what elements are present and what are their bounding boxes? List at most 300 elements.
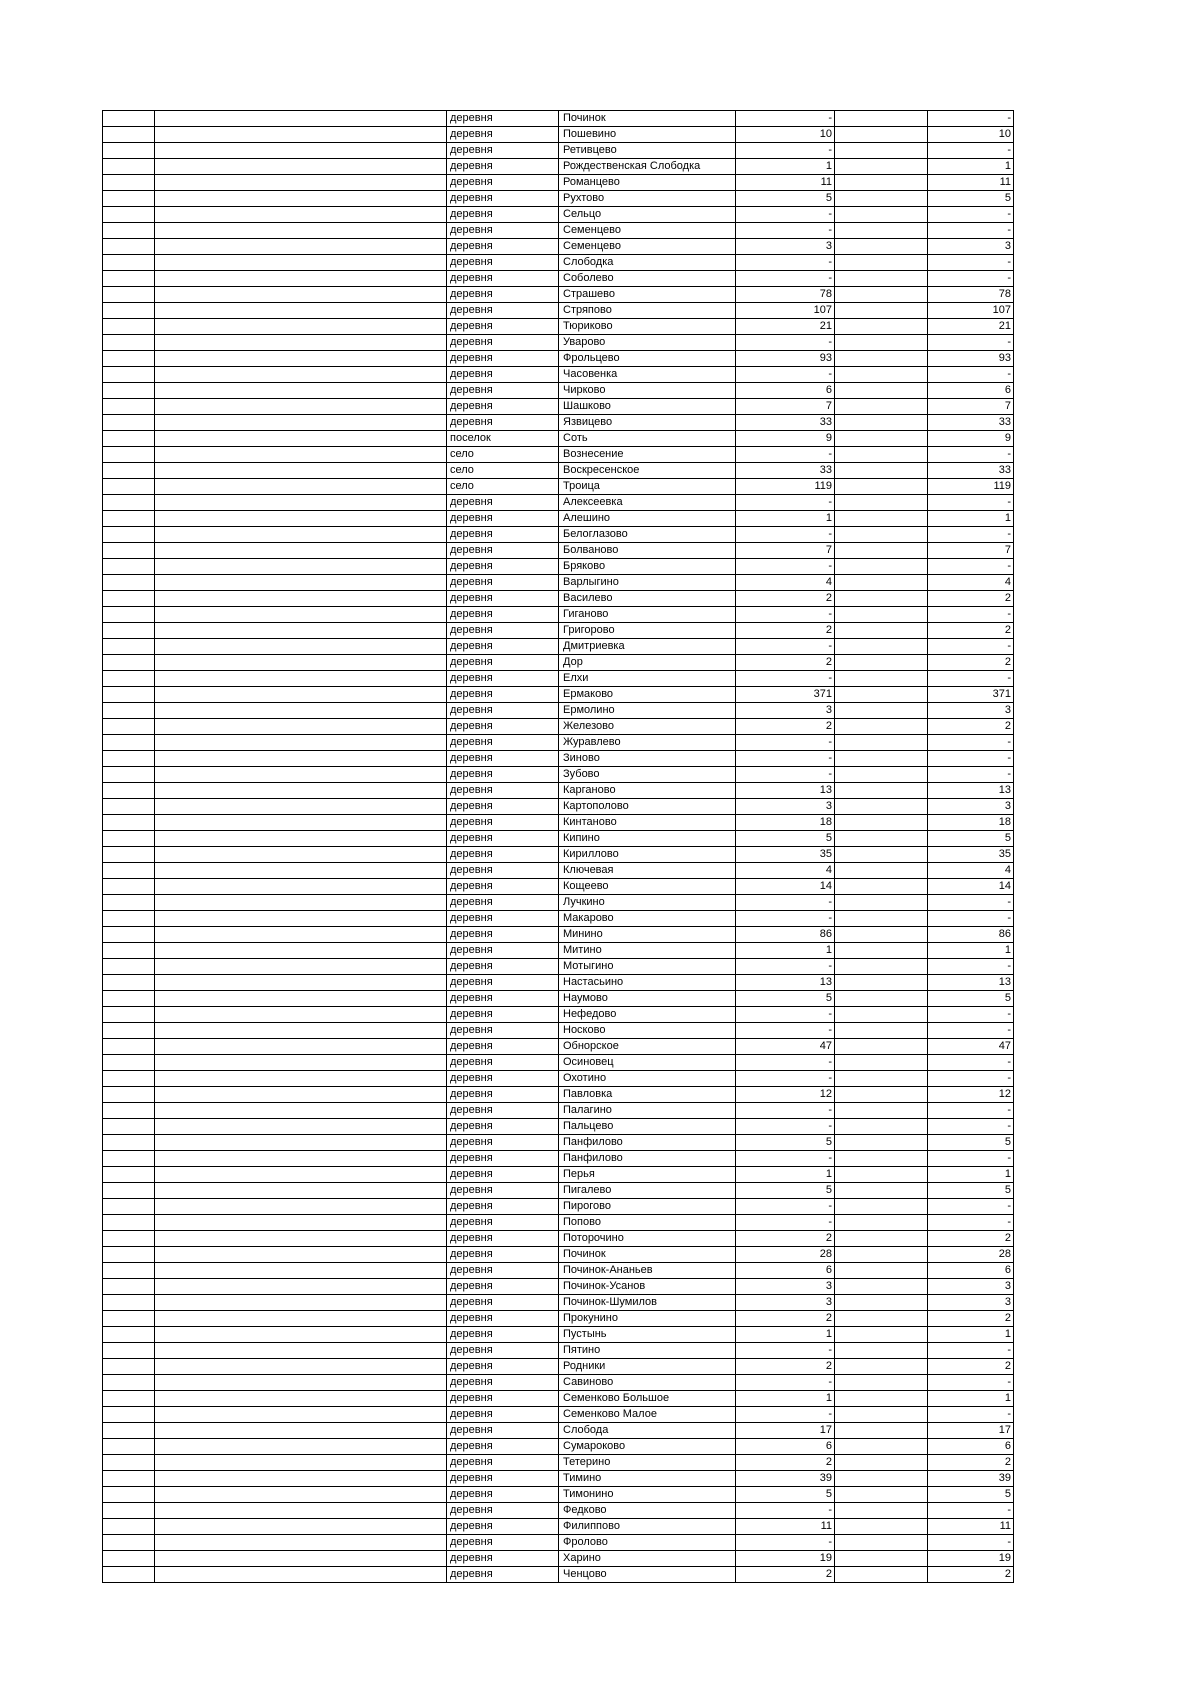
empty-cell: [103, 1263, 155, 1279]
settlement-type-cell: деревня: [447, 319, 559, 335]
total-cell: 2: [928, 1231, 1014, 1247]
empty-cell: [155, 543, 447, 559]
table-row: [103, 719, 1014, 735]
settlement-name-cell: Семенково Малое: [559, 1407, 736, 1423]
count-cell: 11: [736, 175, 835, 191]
empty-cell: [103, 799, 155, 815]
settlement-name-cell: Тимонино: [559, 1487, 736, 1503]
settlement-name-cell: Обнорское: [559, 1039, 736, 1055]
empty-cell: [103, 223, 155, 239]
settlement-type-cell: деревня: [447, 959, 559, 975]
settlement-name-cell: Кипино: [559, 831, 736, 847]
count-cell: 18: [736, 815, 835, 831]
table-row: [103, 543, 1014, 559]
settlement-type-cell: деревня: [447, 271, 559, 287]
count-cell: 2: [736, 1359, 835, 1375]
settlement-type-cell: деревня: [447, 495, 559, 511]
total-cell: 119: [928, 479, 1014, 495]
total-cell: -: [928, 671, 1014, 687]
total-cell: 9: [928, 431, 1014, 447]
settlement-type-cell: деревня: [447, 1343, 559, 1359]
count-cell: -: [736, 223, 835, 239]
empty-cell: [155, 335, 447, 351]
empty-cell: [835, 1263, 928, 1279]
settlement-type-cell: деревня: [447, 1199, 559, 1215]
table-row: [103, 1327, 1014, 1343]
table-row: [103, 1247, 1014, 1263]
total-cell: -: [928, 207, 1014, 223]
empty-cell: [155, 847, 447, 863]
count-cell: -: [736, 367, 835, 383]
empty-cell: [835, 303, 928, 319]
empty-cell: [155, 1071, 447, 1087]
empty-cell: [155, 223, 447, 239]
table-row: [103, 1279, 1014, 1295]
settlement-name-cell: Прокунино: [559, 1311, 736, 1327]
settlement-type-cell: деревня: [447, 895, 559, 911]
empty-cell: [155, 639, 447, 655]
count-cell: 2: [736, 655, 835, 671]
settlement-type-cell: деревня: [447, 847, 559, 863]
settlement-name-cell: Воскресенское: [559, 463, 736, 479]
empty-cell: [155, 111, 447, 127]
total-cell: -: [928, 607, 1014, 623]
total-cell: 5: [928, 1183, 1014, 1199]
total-cell: 1: [928, 511, 1014, 527]
table-row: [103, 351, 1014, 367]
empty-cell: [155, 1455, 447, 1471]
empty-cell: [103, 735, 155, 751]
count-cell: -: [736, 1375, 835, 1391]
empty-cell: [103, 1183, 155, 1199]
empty-cell: [103, 1295, 155, 1311]
settlement-type-cell: деревня: [447, 367, 559, 383]
settlement-name-cell: Зубово: [559, 767, 736, 783]
empty-cell: [103, 415, 155, 431]
empty-cell: [103, 783, 155, 799]
settlement-type-cell: деревня: [447, 1295, 559, 1311]
total-cell: -: [928, 255, 1014, 271]
count-cell: 2: [736, 719, 835, 735]
count-cell: -: [736, 1535, 835, 1551]
total-cell: -: [928, 639, 1014, 655]
total-cell: -: [928, 1151, 1014, 1167]
empty-cell: [835, 943, 928, 959]
settlement-type-cell: деревня: [447, 559, 559, 575]
settlement-name-cell: Починок-Шумилов: [559, 1295, 736, 1311]
settlement-name-cell: Карганово: [559, 783, 736, 799]
total-cell: 5: [928, 191, 1014, 207]
empty-cell: [103, 831, 155, 847]
empty-cell: [103, 591, 155, 607]
count-cell: -: [736, 207, 835, 223]
total-cell: -: [928, 1199, 1014, 1215]
table-row: [103, 143, 1014, 159]
empty-cell: [835, 1007, 928, 1023]
empty-cell: [103, 191, 155, 207]
empty-cell: [835, 1343, 928, 1359]
count-cell: -: [736, 911, 835, 927]
settlement-name-cell: Перья: [559, 1167, 736, 1183]
table-row: [103, 1183, 1014, 1199]
empty-cell: [155, 431, 447, 447]
empty-cell: [155, 719, 447, 735]
empty-cell: [835, 1455, 928, 1471]
empty-cell: [155, 1567, 447, 1583]
settlement-name-cell: Слободка: [559, 255, 736, 271]
settlement-type-cell: деревня: [447, 751, 559, 767]
empty-cell: [103, 287, 155, 303]
empty-cell: [155, 559, 447, 575]
empty-cell: [835, 447, 928, 463]
count-cell: -: [736, 639, 835, 655]
empty-cell: [835, 1295, 928, 1311]
empty-cell: [835, 1567, 928, 1583]
empty-cell: [103, 1487, 155, 1503]
settlement-type-cell: деревня: [447, 1567, 559, 1583]
count-cell: 2: [736, 623, 835, 639]
total-cell: 5: [928, 1487, 1014, 1503]
settlement-name-cell: Панфилово: [559, 1135, 736, 1151]
empty-cell: [155, 1183, 447, 1199]
table-row: [103, 191, 1014, 207]
count-cell: -: [736, 1199, 835, 1215]
total-cell: 1: [928, 1391, 1014, 1407]
settlement-type-cell: деревня: [447, 671, 559, 687]
table-row: [103, 959, 1014, 975]
table-row: [103, 1487, 1014, 1503]
empty-cell: [835, 975, 928, 991]
table-row: [103, 431, 1014, 447]
count-cell: 2: [736, 1567, 835, 1583]
total-cell: -: [928, 959, 1014, 975]
settlement-name-cell: Федково: [559, 1503, 736, 1519]
empty-cell: [155, 495, 447, 511]
empty-cell: [103, 1519, 155, 1535]
empty-cell: [103, 895, 155, 911]
table-row: [103, 495, 1014, 511]
empty-cell: [835, 271, 928, 287]
count-cell: -: [736, 959, 835, 975]
count-cell: 1: [736, 1391, 835, 1407]
total-cell: 5: [928, 1135, 1014, 1151]
settlement-name-cell: Картополово: [559, 799, 736, 815]
empty-cell: [103, 271, 155, 287]
empty-cell: [155, 1263, 447, 1279]
empty-cell: [835, 367, 928, 383]
empty-cell: [155, 303, 447, 319]
settlement-type-cell: деревня: [447, 1407, 559, 1423]
settlement-type-cell: деревня: [447, 975, 559, 991]
settlement-type-cell: деревня: [447, 143, 559, 159]
settlement-name-cell: Лучкино: [559, 895, 736, 911]
empty-cell: [103, 335, 155, 351]
empty-cell: [155, 879, 447, 895]
settlement-name-cell: Филиппово: [559, 1519, 736, 1535]
total-cell: 107: [928, 303, 1014, 319]
empty-cell: [103, 607, 155, 623]
count-cell: -: [736, 767, 835, 783]
empty-cell: [103, 1407, 155, 1423]
empty-cell: [835, 1151, 928, 1167]
settlement-type-cell: деревня: [447, 1471, 559, 1487]
table-row: [103, 1103, 1014, 1119]
total-cell: -: [928, 559, 1014, 575]
count-cell: -: [736, 1343, 835, 1359]
empty-cell: [835, 1439, 928, 1455]
table-body: [103, 111, 1014, 1583]
empty-cell: [155, 655, 447, 671]
total-cell: 5: [928, 831, 1014, 847]
settlement-type-cell: деревня: [447, 1359, 559, 1375]
count-cell: 3: [736, 239, 835, 255]
settlement-type-cell: деревня: [447, 1391, 559, 1407]
settlement-name-cell: Бряково: [559, 559, 736, 575]
settlement-name-cell: Минино: [559, 927, 736, 943]
total-cell: -: [928, 223, 1014, 239]
settlement-type-cell: деревня: [447, 1503, 559, 1519]
table-row: [103, 1167, 1014, 1183]
empty-cell: [103, 159, 155, 175]
empty-cell: [835, 223, 928, 239]
total-cell: -: [928, 271, 1014, 287]
settlement-type-cell: деревня: [447, 1279, 559, 1295]
count-cell: -: [736, 111, 835, 127]
empty-cell: [155, 735, 447, 751]
empty-cell: [103, 495, 155, 511]
settlement-name-cell: Троица: [559, 479, 736, 495]
empty-cell: [835, 1551, 928, 1567]
total-cell: -: [928, 335, 1014, 351]
empty-cell: [155, 1503, 447, 1519]
settlement-type-cell: деревня: [447, 1055, 559, 1071]
total-cell: 86: [928, 927, 1014, 943]
empty-cell: [103, 127, 155, 143]
settlement-type-cell: деревня: [447, 351, 559, 367]
settlement-name-cell: Родники: [559, 1359, 736, 1375]
total-cell: 5: [928, 991, 1014, 1007]
count-cell: 3: [736, 799, 835, 815]
empty-cell: [835, 1407, 928, 1423]
settlement-name-cell: Кириллово: [559, 847, 736, 863]
settlement-type-cell: деревня: [447, 1535, 559, 1551]
settlement-type-cell: деревня: [447, 1423, 559, 1439]
count-cell: -: [736, 895, 835, 911]
empty-cell: [155, 1391, 447, 1407]
settlement-name-cell: Слобода: [559, 1423, 736, 1439]
empty-cell: [835, 1487, 928, 1503]
empty-cell: [835, 111, 928, 127]
empty-cell: [835, 831, 928, 847]
table-row: [103, 399, 1014, 415]
table-row: [103, 1535, 1014, 1551]
count-cell: 2: [736, 1231, 835, 1247]
settlement-name-cell: Рухтово: [559, 191, 736, 207]
empty-cell: [835, 783, 928, 799]
empty-cell: [835, 1055, 928, 1071]
empty-cell: [155, 799, 447, 815]
settlement-type-cell: деревня: [447, 735, 559, 751]
total-cell: 3: [928, 1295, 1014, 1311]
empty-cell: [155, 271, 447, 287]
settlement-name-cell: Починок: [559, 111, 736, 127]
settlement-name-cell: Пирогово: [559, 1199, 736, 1215]
table-row: [103, 911, 1014, 927]
empty-cell: [155, 1167, 447, 1183]
empty-cell: [155, 1343, 447, 1359]
empty-cell: [103, 1039, 155, 1055]
settlement-name-cell: Семенцево: [559, 223, 736, 239]
table-row: [103, 799, 1014, 815]
empty-cell: [103, 879, 155, 895]
empty-cell: [103, 1327, 155, 1343]
empty-cell: [155, 207, 447, 223]
empty-cell: [155, 1311, 447, 1327]
table-row: [103, 895, 1014, 911]
count-cell: -: [736, 1103, 835, 1119]
settlement-type-cell: деревня: [447, 1007, 559, 1023]
empty-cell: [103, 1103, 155, 1119]
table-row: [103, 255, 1014, 271]
table-row: [103, 239, 1014, 255]
empty-cell: [835, 1375, 928, 1391]
table-row: [103, 975, 1014, 991]
table-row: [103, 1119, 1014, 1135]
empty-cell: [835, 1503, 928, 1519]
settlement-name-cell: Зиново: [559, 751, 736, 767]
total-cell: -: [928, 1119, 1014, 1135]
settlement-type-cell: деревня: [447, 1519, 559, 1535]
empty-cell: [155, 863, 447, 879]
table-row: [103, 271, 1014, 287]
settlement-name-cell: Фрольцево: [559, 351, 736, 367]
table-row: [103, 1439, 1014, 1455]
empty-cell: [103, 655, 155, 671]
empty-cell: [835, 1231, 928, 1247]
empty-cell: [155, 687, 447, 703]
empty-cell: [835, 527, 928, 543]
empty-cell: [835, 399, 928, 415]
empty-cell: [155, 1295, 447, 1311]
empty-cell: [835, 895, 928, 911]
empty-cell: [155, 831, 447, 847]
table-row: [103, 463, 1014, 479]
count-cell: 6: [736, 383, 835, 399]
settlement-name-cell: Шашково: [559, 399, 736, 415]
total-cell: 47: [928, 1039, 1014, 1055]
settlement-name-cell: Ретивцево: [559, 143, 736, 159]
count-cell: 2: [736, 591, 835, 607]
empty-cell: [835, 1471, 928, 1487]
empty-cell: [155, 1327, 447, 1343]
settlement-type-cell: деревня: [447, 879, 559, 895]
settlement-name-cell: Охотино: [559, 1071, 736, 1087]
table-row: [103, 447, 1014, 463]
settlement-type-cell: деревня: [447, 1327, 559, 1343]
count-cell: -: [736, 1119, 835, 1135]
empty-cell: [155, 447, 447, 463]
empty-cell: [103, 143, 155, 159]
empty-cell: [103, 1167, 155, 1183]
settlement-type-cell: деревня: [447, 1167, 559, 1183]
empty-cell: [155, 175, 447, 191]
table-row: [103, 783, 1014, 799]
empty-cell: [835, 383, 928, 399]
count-cell: 19: [736, 1551, 835, 1567]
empty-cell: [155, 479, 447, 495]
table-row: [103, 1455, 1014, 1471]
empty-cell: [835, 1119, 928, 1135]
empty-cell: [835, 1071, 928, 1087]
settlement-name-cell: Носково: [559, 1023, 736, 1039]
settlement-name-cell: Журавлево: [559, 735, 736, 751]
empty-cell: [835, 607, 928, 623]
empty-cell: [103, 543, 155, 559]
settlement-name-cell: Ченцово: [559, 1567, 736, 1583]
count-cell: 1: [736, 1327, 835, 1343]
total-cell: 2: [928, 1567, 1014, 1583]
settlement-type-cell: деревня: [447, 1071, 559, 1087]
table-row: [103, 735, 1014, 751]
count-cell: 78: [736, 287, 835, 303]
settlement-type-cell: деревня: [447, 623, 559, 639]
settlement-type-cell: село: [447, 447, 559, 463]
empty-cell: [835, 639, 928, 655]
table-row: [103, 671, 1014, 687]
table-row: [103, 1551, 1014, 1567]
table-row: [103, 1023, 1014, 1039]
total-cell: 2: [928, 1311, 1014, 1327]
settlement-name-cell: Починок-Усанов: [559, 1279, 736, 1295]
count-cell: 7: [736, 399, 835, 415]
settlement-name-cell: Ермаково: [559, 687, 736, 703]
empty-cell: [835, 1167, 928, 1183]
total-cell: 2: [928, 591, 1014, 607]
total-cell: 4: [928, 863, 1014, 879]
total-cell: 2: [928, 655, 1014, 671]
settlement-name-cell: Фролово: [559, 1535, 736, 1551]
table-row: [103, 1471, 1014, 1487]
empty-cell: [835, 351, 928, 367]
empty-cell: [103, 815, 155, 831]
table-row: [103, 927, 1014, 943]
table-row: [103, 1087, 1014, 1103]
table-row: [103, 1359, 1014, 1375]
empty-cell: [835, 543, 928, 559]
count-cell: 33: [736, 463, 835, 479]
total-cell: 19: [928, 1551, 1014, 1567]
settlement-type-cell: деревня: [447, 543, 559, 559]
count-cell: 47: [736, 1039, 835, 1055]
empty-cell: [835, 735, 928, 751]
settlement-type-cell: деревня: [447, 719, 559, 735]
empty-cell: [835, 207, 928, 223]
settlement-name-cell: Кинтаново: [559, 815, 736, 831]
empty-cell: [155, 751, 447, 767]
count-cell: -: [736, 1215, 835, 1231]
settlement-type-cell: деревня: [447, 1311, 559, 1327]
empty-cell: [155, 1199, 447, 1215]
total-cell: -: [928, 367, 1014, 383]
empty-cell: [835, 159, 928, 175]
empty-cell: [103, 1551, 155, 1567]
empty-cell: [155, 991, 447, 1007]
settlement-type-cell: деревня: [447, 1231, 559, 1247]
settlement-table: [102, 110, 1014, 1583]
empty-cell: [155, 895, 447, 911]
count-cell: 5: [736, 831, 835, 847]
settlement-name-cell: Тюриково: [559, 319, 736, 335]
